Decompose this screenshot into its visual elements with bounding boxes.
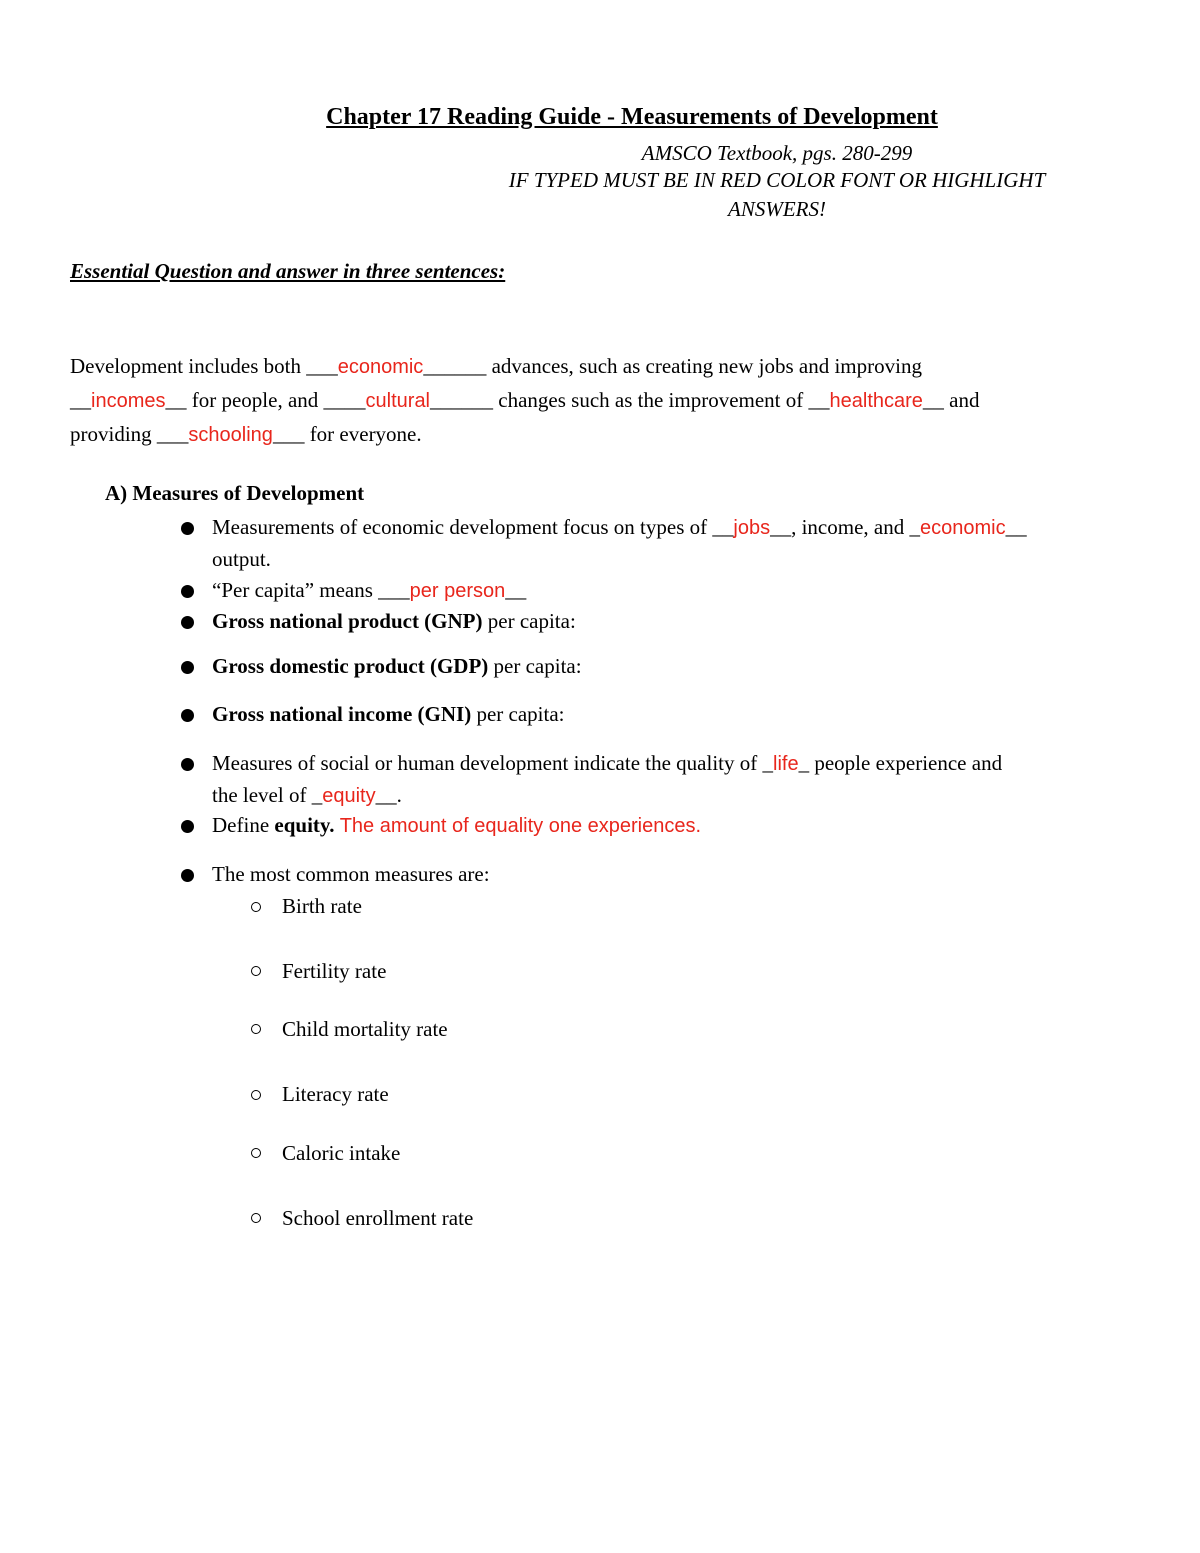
intro-text: ______ advances, such as creating new jobs and improving — [423, 354, 922, 378]
bullet-gdp — [212, 654, 582, 679]
term-equity: equity. — [274, 813, 335, 837]
bullet-text: Measurements of economic development focus on types of __ — [212, 515, 734, 539]
answer-incomes: incomes — [91, 390, 166, 412]
intro-text: ___ for everyone. — [272, 422, 422, 446]
measure-item: Fertility rate — [282, 959, 387, 983]
answer-equity: equity — [322, 785, 376, 807]
term-gnp: Gross national product (GNP) — [212, 609, 483, 633]
bullet-gnp — [212, 609, 576, 634]
subtitle-textbook: AMSCO Textbook, pgs. 280-299 — [641, 141, 913, 165]
page-title: Chapter 17 Reading Guide - Measurements of Development — [326, 104, 938, 130]
bullet-text: Measures of social or human development indicate the quality of _ — [212, 751, 774, 775]
bullet-text: __, income, and _ — [770, 515, 920, 539]
answer-schooling: schooling — [188, 424, 273, 446]
sub-bullet-icon — [251, 1213, 261, 1223]
bullet-common-measures: The most common measures are: — [212, 862, 490, 886]
measure-item: Caloric intake — [282, 1141, 401, 1165]
answer-economic: economic — [337, 356, 424, 378]
measure-item: Birth rate — [282, 894, 362, 918]
answer-life: life — [773, 753, 799, 775]
sub-bullet-icon — [251, 1090, 261, 1100]
measure-item: School enrollment rate — [282, 1206, 474, 1230]
measure-item: Child mortality rate — [282, 1017, 448, 1041]
bullet-social-development-cont — [212, 783, 402, 808]
bullet-gni — [212, 702, 564, 727]
bullet-text: __ — [505, 578, 527, 602]
bullet-economic-development — [212, 515, 1027, 540]
bullet-text: _ people experience and — [798, 751, 1003, 775]
intro-text: __ and — [922, 388, 980, 412]
section-a-heading: A) Measures of Development — [105, 481, 365, 505]
answer-cultural: cultural — [365, 390, 431, 412]
bullet-icon — [181, 869, 194, 882]
bullet-text: the level of _ — [212, 783, 323, 807]
intro-text: providing ___ — [70, 422, 189, 446]
term-gdp: Gross domestic product (GDP) — [212, 654, 489, 678]
measure-item: Literacy rate — [282, 1082, 389, 1106]
intro-line-3 — [70, 422, 422, 447]
bullet-text: __. — [375, 783, 402, 807]
answer-equity-definition: The amount of equality one experiences. — [334, 815, 702, 837]
intro-text: Development includes both ___ — [70, 354, 338, 378]
answer-healthcare: healthcare — [829, 390, 923, 412]
bullet-icon — [181, 585, 194, 598]
bullet-economic-development-cont: output. — [212, 547, 271, 571]
bullet-icon — [181, 820, 194, 833]
bullet-icon — [181, 522, 194, 535]
bullet-icon — [181, 758, 194, 771]
subtitle-instruction: IF TYPED MUST BE IN RED COLOR FONT OR HIGHLIGHT — [508, 168, 1046, 192]
essential-question-heading: Essential Question and answer in three sentences: — [70, 259, 506, 283]
bullet-text: per capita: — [482, 609, 576, 633]
bullet-text: per capita: — [471, 702, 565, 726]
subtitle-instruction-cont: ANSWERS! — [728, 197, 826, 221]
sub-bullet-icon — [251, 1024, 261, 1034]
bullet-icon — [181, 661, 194, 674]
answer-economic-output: economic — [919, 517, 1006, 539]
intro-line-2 — [70, 388, 980, 413]
bullet-text: “Per capita” means ___ — [212, 578, 410, 602]
sub-bullet-icon — [251, 902, 261, 912]
answer-jobs: jobs — [733, 517, 771, 539]
bullet-icon — [181, 709, 194, 722]
bullet-text: Define — [212, 813, 275, 837]
term-gni: Gross national income (GNI) — [212, 702, 472, 726]
bullet-define-equity — [212, 813, 701, 838]
sub-bullet-icon — [251, 1148, 261, 1158]
answer-per-person: per person — [409, 580, 506, 602]
intro-text: ______ changes such as the improvement of __ — [430, 388, 830, 412]
bullet-text: __ — [1005, 515, 1027, 539]
bullet-per-capita — [212, 578, 526, 603]
sub-bullet-icon — [251, 966, 261, 976]
intro-line-1 — [70, 354, 922, 379]
intro-text: __ — [70, 388, 91, 412]
bullet-text: per capita: — [488, 654, 582, 678]
intro-text: __ for people, and ____ — [165, 388, 366, 412]
bullet-icon — [181, 616, 194, 629]
bullet-social-development — [212, 751, 1002, 776]
